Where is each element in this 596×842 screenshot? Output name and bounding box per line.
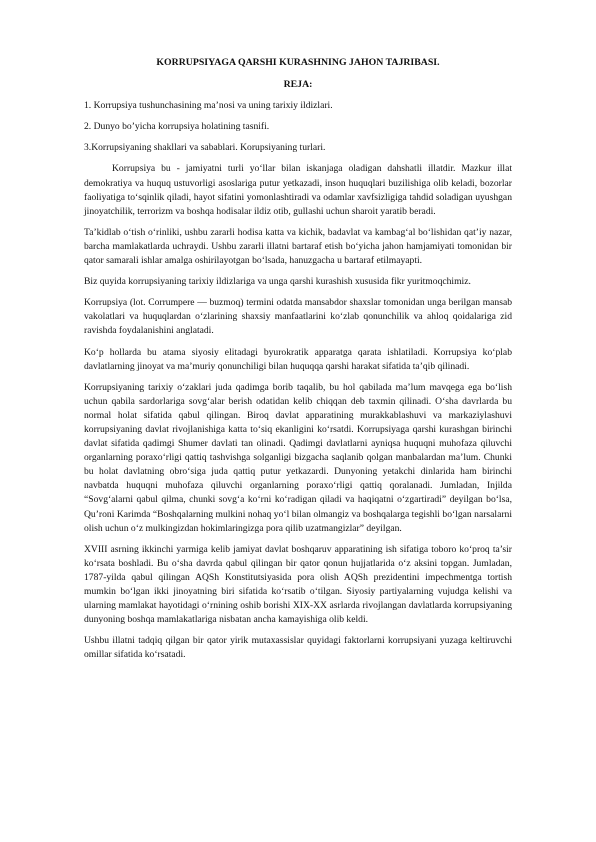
- document-title: KORRUPSIYAGA QARSHI KURASHNING JAHON TAJRIBASI.: [156, 57, 440, 68]
- plan-item: 2. Dunyo bo’yicha korrupsiya holatining tasnifi.: [84, 121, 270, 133]
- body-paragraph: Korrupsiyaning tarixiy o‘zaklari juda qadimga borib taqalib, bu hol qabilada ma’lum mavqega ega bo‘lish uchun qabila sardorlariga sovg‘alar berish odatidan kelib chiqqan deb taxmin qilinadi. O‘sha davrlarda bu normal holat sifatida qabul qilingan. Biroq davlat apparatining murakkablashuvi va markaziylashuvi korrupsiyaning davlat rivojlanishiga katta to‘siq ekanligini ko‘rsatdi. Korrupsiyaga qarshi kurashgan birinchi davlat sifatida qadimgi Shumer davlati tan olinadi. Qadimgi davlatlarni ayniqsa huquqni muhofaza qiluvchi organlarning poraxo‘rligi qattiq tashvishga solganligi bizgacha saqlanib qolgan manbalardan ma’lum. Chunki bu holat davlatning obro‘siga juda qattiq putur yetkazardi. Dunyoning yetakchi dinlarida ham birinchi navbatda huquqni muhofaza qiluvchi organlarning poraxo‘rligi qattiq qoralanadi. Jumladan, Injilda “Sovg‘alarni qabul qilma, chunki sovg‘a ko‘rni ko‘radigan qiladi va haqiqatni o‘zgartiradi” deyilgan bo‘lsa, Qu’roni Karimda “Boshqalarning mulkini nohaq yo‘l bilan olmangiz va boshqalarga tegishli bo‘lgan narsalarni olish uchun o‘z mulkingizdan hokimlaringizga pora qilib uzatmangizlar” deyilgan.: [84, 381, 512, 534]
- body-paragraph: Ko‘p hollarda bu atama siyosiy elitadagi byurokratik apparatga qarata ishlatiladi. Korrupsiya ko‘plab davlatlarning jinoyat va ma’muriy qonunchiligi bilan huquqqa qarshi harakat sifatida ta’qib qilinadi.: [84, 346, 512, 372]
- plan-item: 1. Korrupsiya tushunchasining ma’nosi va uning tarixiy ildizlari.: [84, 100, 333, 112]
- body-paragraph: Biz quyida korrupsiyaning tarixiy ildizlariga va unga qarshi kurashish xususida fikr yuritmoqchimiz.: [84, 276, 471, 288]
- body-paragraph: XVIII asrning ikkinchi yarmiga kelib jamiyat davlat boshqaruv apparatining ish sifatiga toboro ko‘proq ta’sir ko‘rsata boshladi. Bu o‘sha davrda qabul qilingan bir qator qonun hujjatlarida o‘z aksini topgan. Jumladan, 1787-yilda qabul qilingan AQSh Konstitutsiyasida pora olish AQSh prezidentini impechmentga tortish mumkin bo‘lgan ikki jinoyatning biri sifatida ko‘rsatib o‘tilgan. Siyosiy partiyalarning vujudga kelishi va ularning mamlakat hayotidagi o‘rnining oshib borishi XIX-XX asrlarda rivojlangan davlatlarda korrupsiyaning dunyoning boshqa mamlakatlariga nisbatan ancha kamayishiga olib keldi.: [84, 543, 512, 626]
- body-paragraph: Korrupsiya bu - jamiyatni turli yo‘llar bilan iskanjaga oladigan dahshatli illatdir. Mazkur illat demokratiya va huquq ustuvorligi asoslariga putur yetkazadi, inson huquqlari buzilishiga olib keladi, bozorlar faoliyatiga to‘sqinlik qiladi, hayot sifatini yomonlashtiradi va odamlar xavfsizligiga tahdid soladigan uyushgan jinoyatchilik, terrorizm va boshqa hodisalar ildiz otib, gullashi uchun sharoit yaratib beradi.: [84, 163, 512, 217]
- body-paragraph: Korrupsiya (lot. Corrumpere — buzmoq) termini odatda mansabdor shaxslar tomonidan unga berilgan mansab vakolatlari va huquqlardan o‘zlarining shaxsiy manfaatlarini ko‘zlab qonunchilik va ahloq qoidalariga zid ravishda foydalanishini anglatadi.: [84, 297, 512, 337]
- plan-item: 3.Korrupsiyaning shakllari va sabablari. Korupsiyaning turlari.: [84, 142, 326, 154]
- plan-heading: REJA:: [283, 79, 313, 91]
- body-paragraph: Ushbu illatni tadqiq qilgan bir qator yirik mutaxassislar quyidagi faktorlarni korrupsiyani yuzaga keltiruvchi omillar sifatida ko‘rsatadi.: [84, 635, 512, 661]
- body-paragraph: Ta’kidlab o‘tish o‘rinliki, ushbu zararli hodisa katta va kichik, badavlat va kambag‘al bo‘lishidan qat’iy nazar, barcha mamlakatlarda uchraydi. Ushbu zararli illatni bartaraf etish bo‘yicha jahon hamjamiyati tomonidan bir qator samarali ishlar amalga oshirilayotgan bo‘lsada, hanuzgacha u bartaraf etilmayapti.: [84, 226, 512, 267]
